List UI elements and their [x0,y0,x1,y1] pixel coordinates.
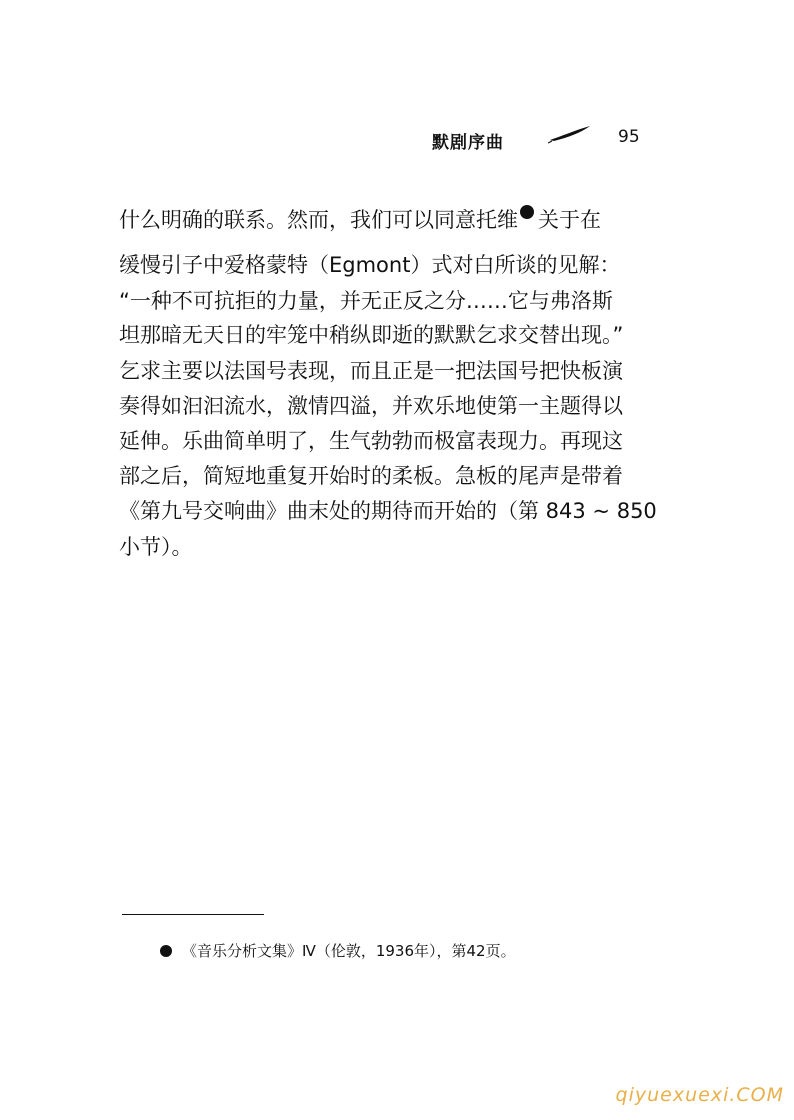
running-header-title: 默剧序曲 [432,133,504,153]
footnote-text: 《音乐分析文集》Ⅳ（伦敦，1936年），第42页。 [182,942,516,960]
body-line: 奏得如汩汩流水，激情四溢，并欢乐地使第一主题得以 [119,394,623,418]
body-line: “一种不可抗拒的力量，并无正反之分……它与弗洛斯 [119,289,613,313]
body-text: 关于在 [538,208,601,232]
body-line: 部之后，简短地重复开始时的柔板。急板的尾声是带着 [119,464,623,488]
body-line: 乞求主要以法国号表现，而且正是一把法国号把快板演 [119,359,623,383]
body-text: 什么明确的联系。然而，我们可以同意托维 [119,208,518,232]
body-line: 小节）。 [119,535,193,559]
footnote-marker [160,945,172,957]
quill-ornament-icon [548,124,592,144]
body-line [119,203,601,237]
body-line: 坦那暗无天日的牢笼中稍纵即逝的默默乞求交替出现。” [119,323,624,347]
body-line: 延伸。乐曲简单明了，生气勃勃而极富表现力。再现这 [119,429,623,453]
body-line: 《第九号交响曲》曲末处的期待而开始的（第 843 ~ 850 [119,499,657,523]
footnote-reference-marker [520,205,534,219]
footnote-separator [122,914,264,915]
body-line: 缓慢引子中爱格蒙特（Egmont）式对白所谈的见解： [119,253,621,277]
footnote [160,940,516,961]
page-number: 95 [618,127,640,147]
site-watermark: qiyuexuexi.COM [615,1084,784,1106]
